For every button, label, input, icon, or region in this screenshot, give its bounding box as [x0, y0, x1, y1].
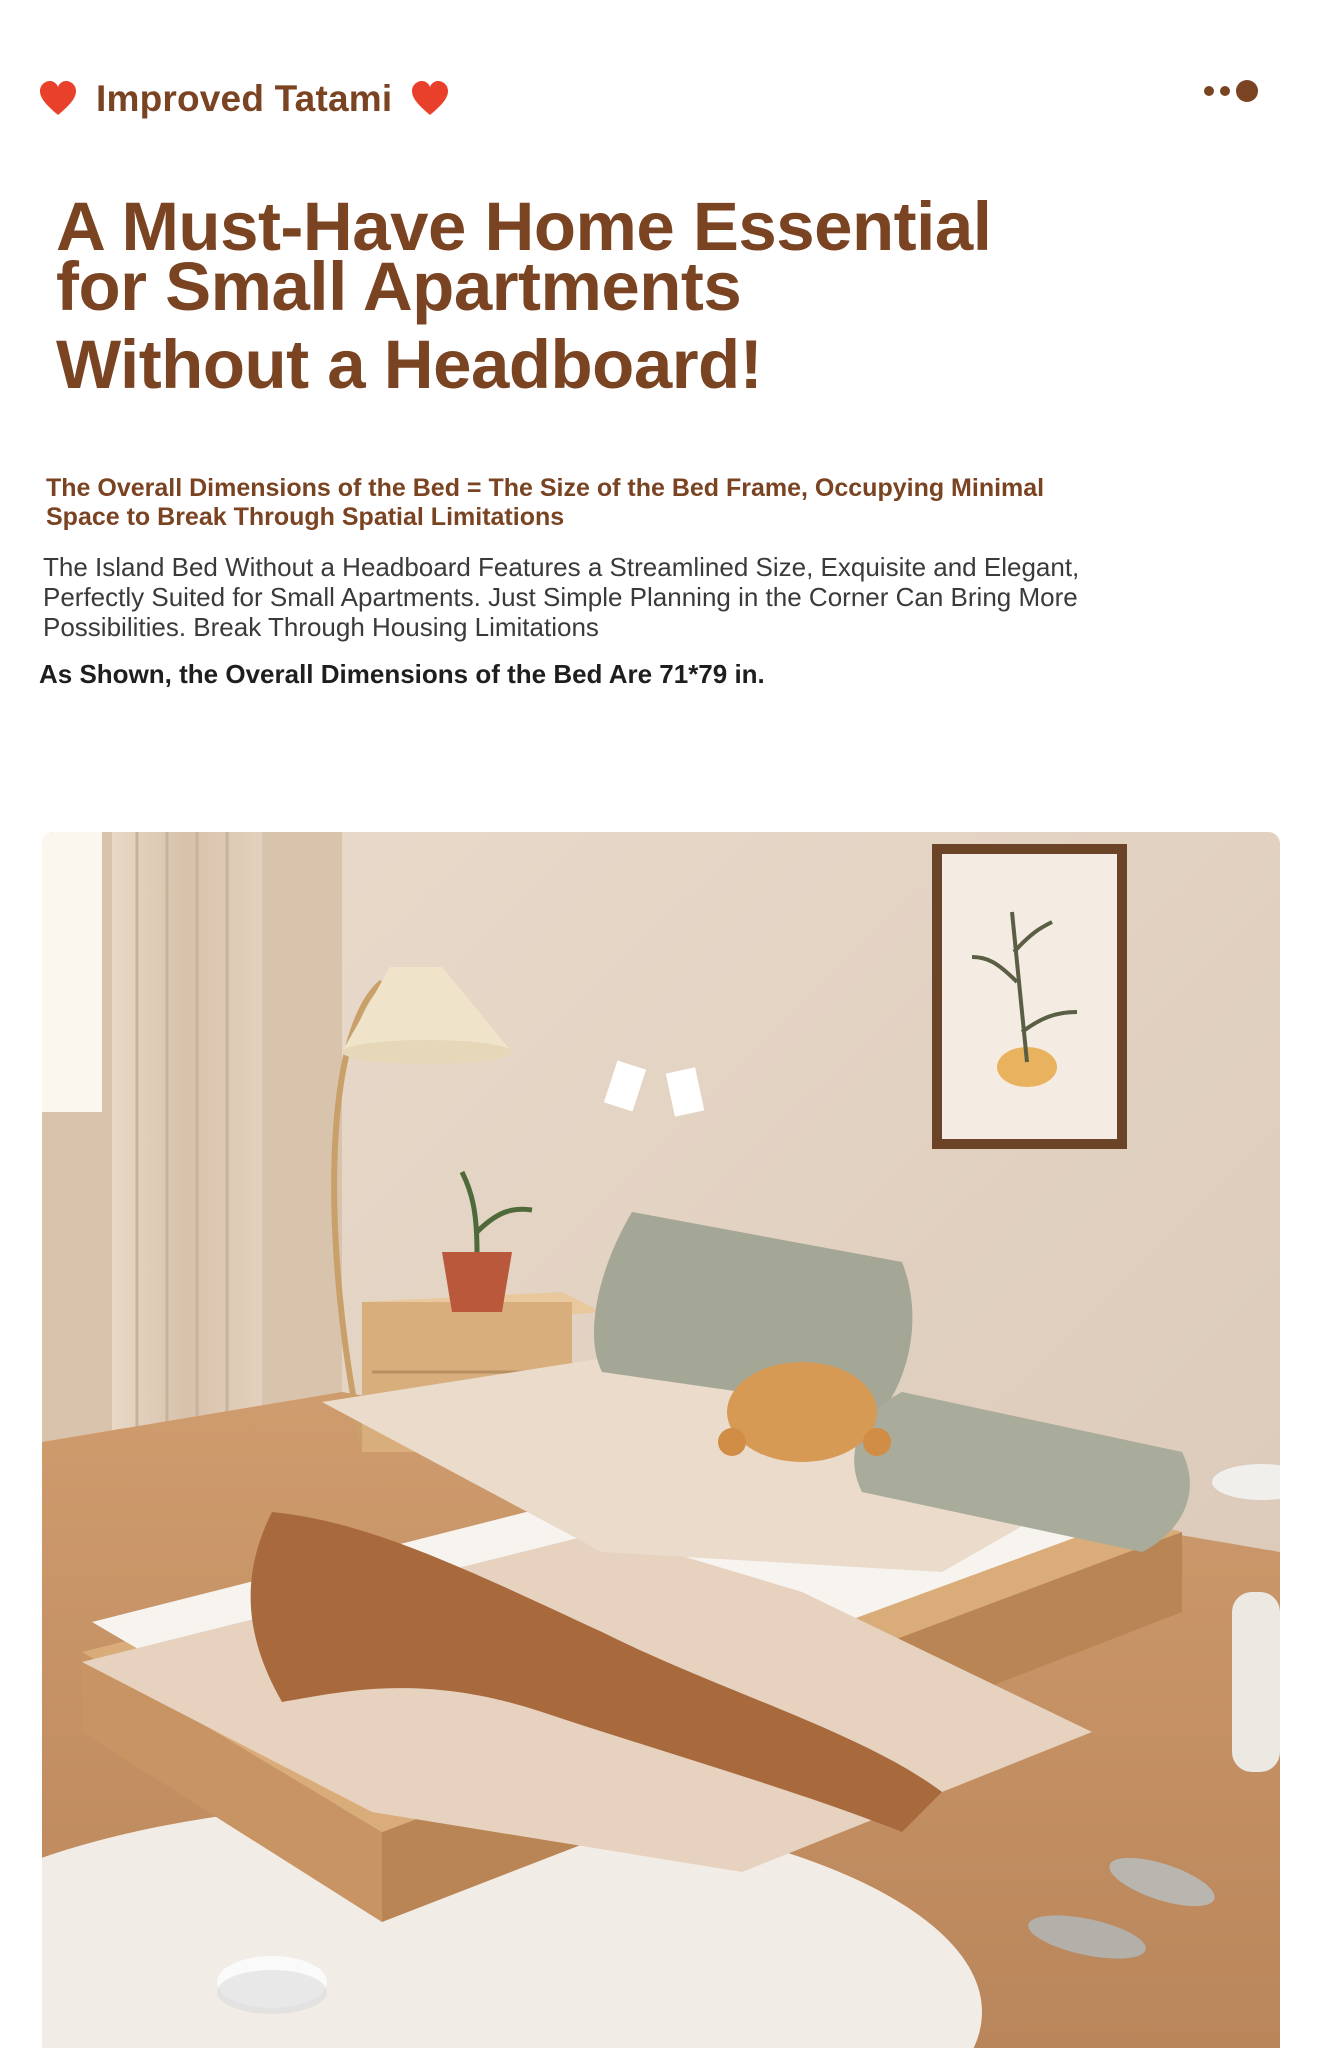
bedroom-illustration — [42, 832, 1280, 2048]
dimensions-note: As Shown, the Overall Dimensions of the Bed Are 71*79 in. — [39, 659, 765, 689]
bedroom-photo — [42, 832, 1280, 2048]
page-title — [56, 188, 1056, 403]
more-dots-icon — [1204, 80, 1258, 102]
title-line-2: for Small Apartments — [56, 248, 742, 325]
heart-icon — [38, 79, 78, 119]
heart-icon — [410, 79, 450, 119]
tag-label: Improved Tatami — [96, 78, 393, 119]
title-line-1: A Must-Have Home Essential — [56, 188, 992, 265]
title-line-3: Without a Headboard! — [56, 326, 763, 403]
product-tag — [38, 78, 450, 120]
description-text: The Island Bed Without a Headboard Features a Streamlined Size, Exquisite and Elegant, Perfectly Suited for Small Apartments. Just Simple Planning in the Corner Can Bring More Possibilities. Break Through Housing Limitations — [43, 552, 1080, 642]
subheading: The Overall Dimensions of the Bed = The Size of the Bed Frame, Occupying Minimal Space to Break Through Spatial Limitations — [46, 474, 1045, 531]
